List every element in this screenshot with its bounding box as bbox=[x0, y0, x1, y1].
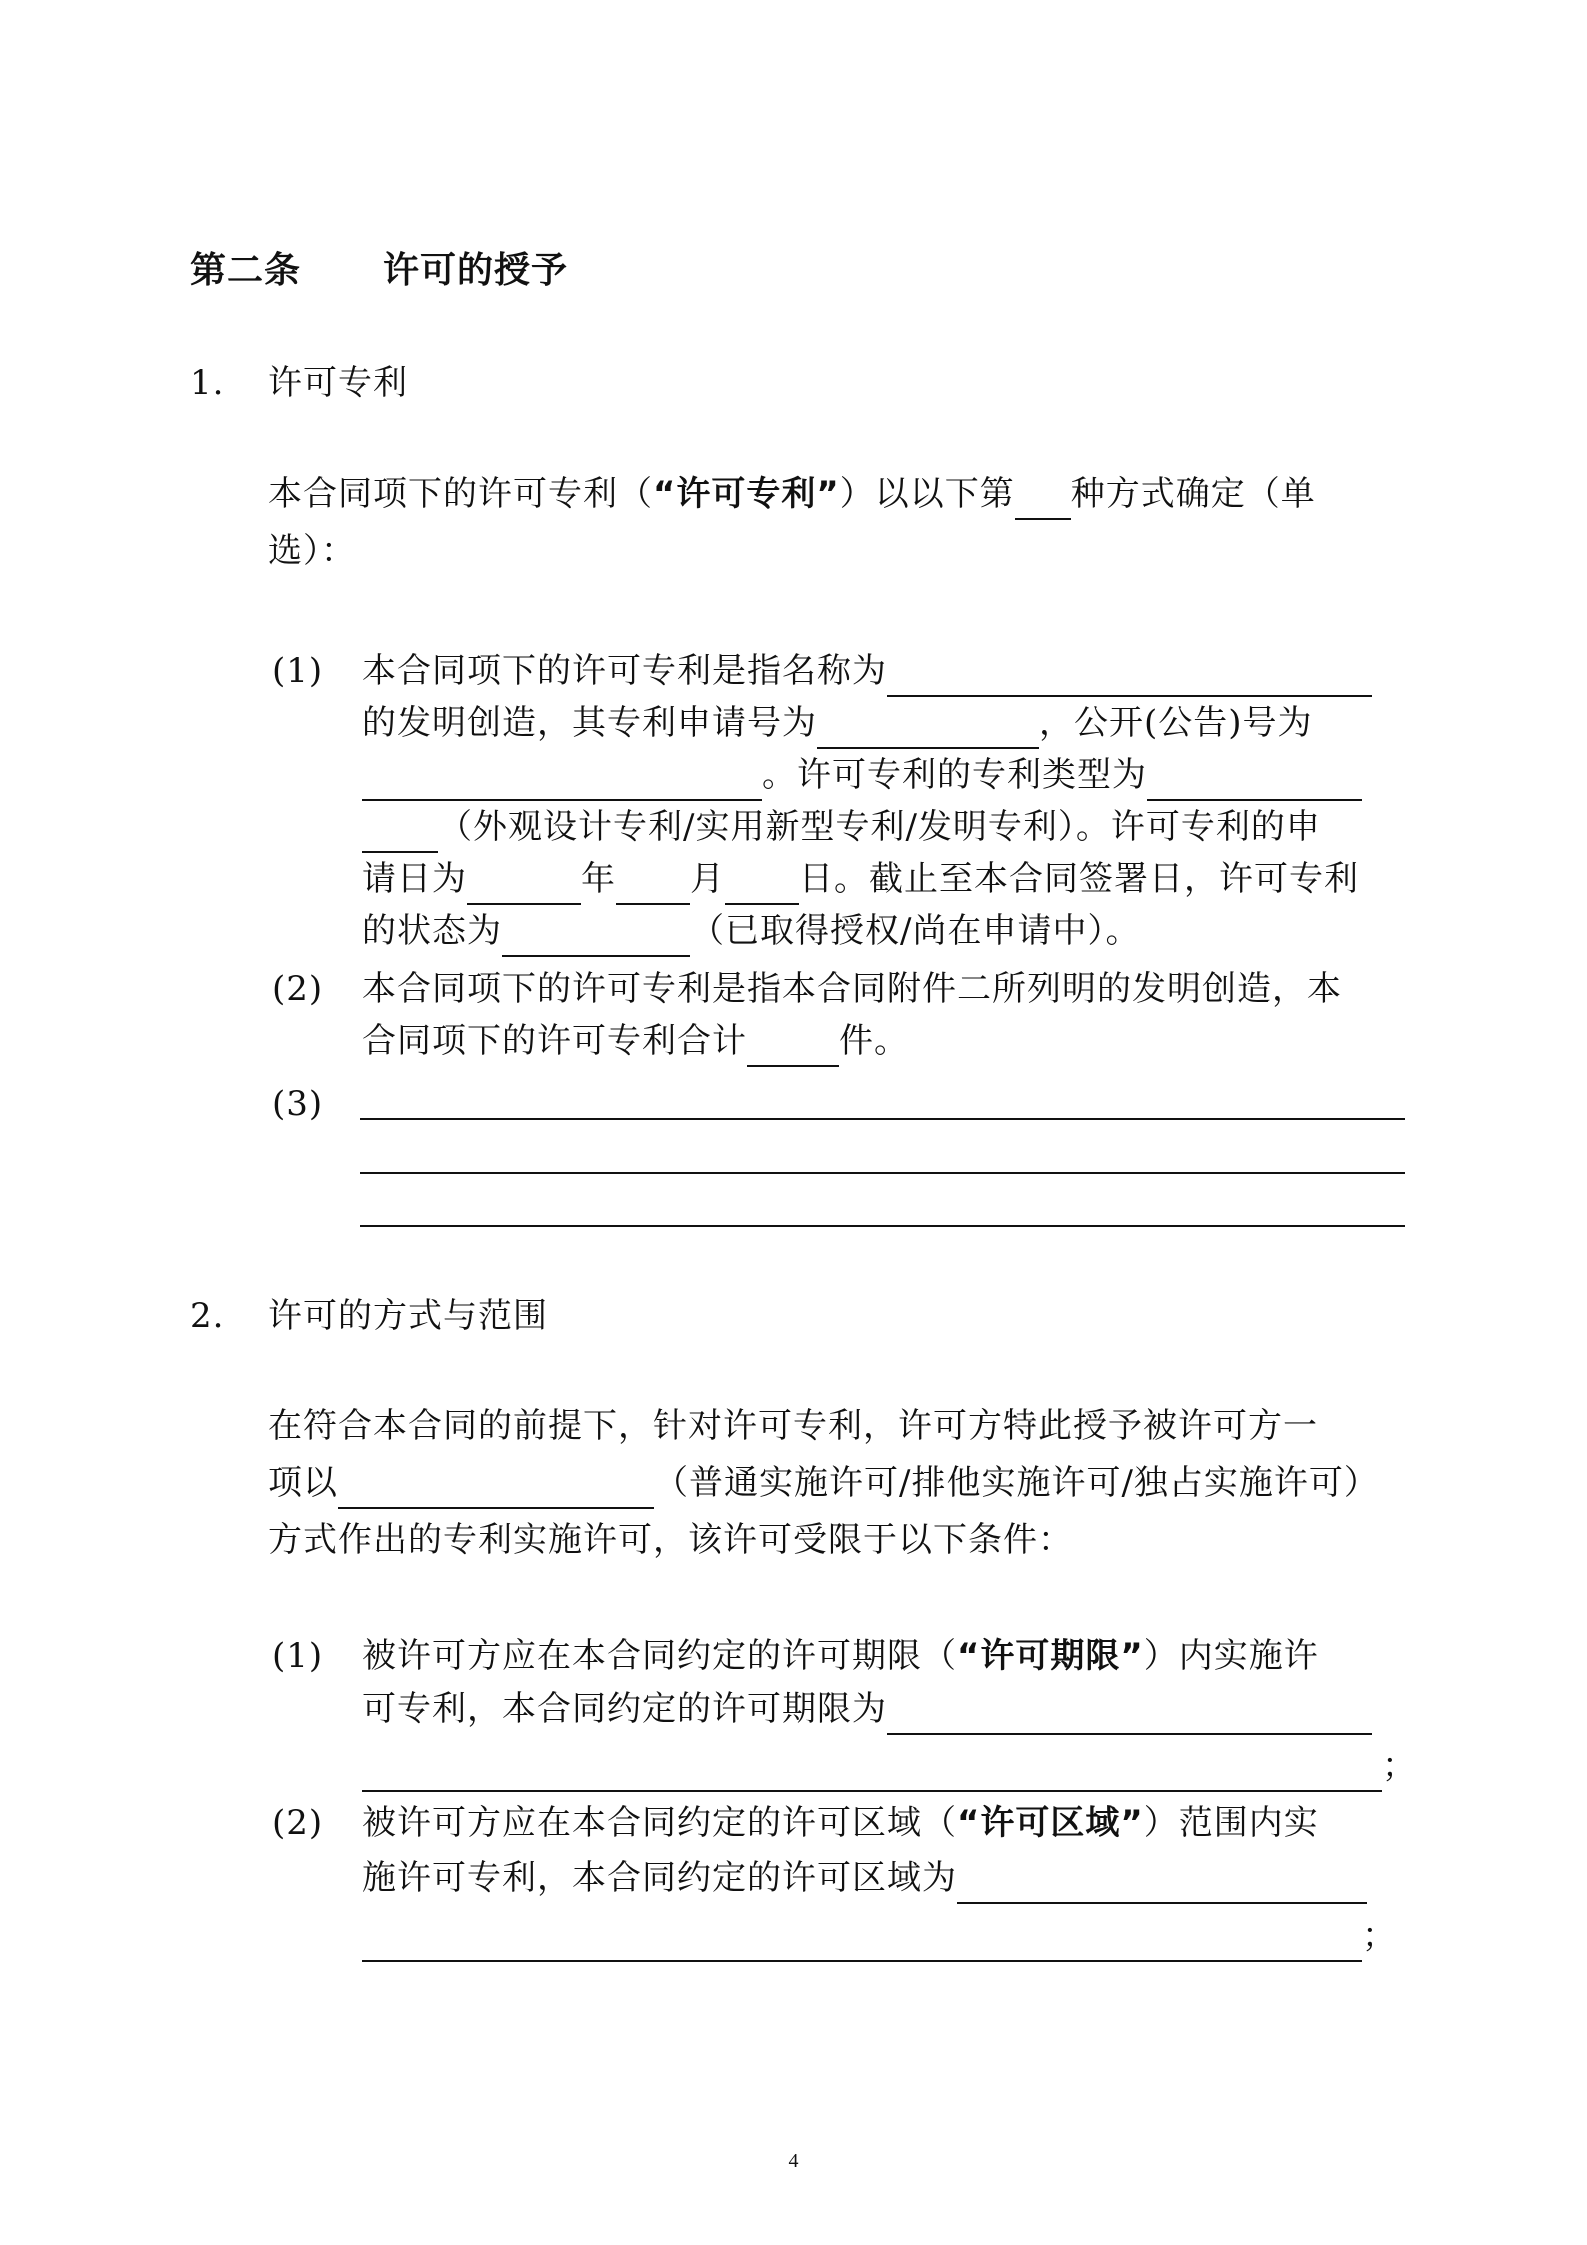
patent-type-blank-continued[interactable] bbox=[362, 811, 438, 853]
application-number-blank[interactable] bbox=[817, 707, 1039, 749]
item-2-1-line-2 bbox=[362, 1683, 1372, 1735]
item-1-1-text: 的发明创造，其专利申请号为 bbox=[362, 703, 817, 743]
section-2-title: 许可的方式与范围 bbox=[268, 1296, 548, 1336]
item-2-1-number: (1) bbox=[272, 1636, 324, 1676]
item-2-1-text: 被许可方应在本合同约定的许可期限（ bbox=[362, 1636, 957, 1676]
item-1-1-line-5 bbox=[362, 853, 1359, 905]
section-2-para-line-1: 在符合本合同的前提下，针对许可专利，许可方特此授予被许可方一 bbox=[268, 1406, 1318, 1446]
section-1-number: 1. bbox=[190, 363, 225, 403]
filing-year-blank[interactable] bbox=[467, 863, 581, 905]
item-2-2-line-1 bbox=[362, 1797, 1319, 1849]
intro-text-d: 选）： bbox=[268, 531, 356, 571]
item-1-1-text: 日。截止至本合同签署日，许可专利 bbox=[799, 859, 1359, 899]
license-term-blank[interactable] bbox=[887, 1693, 1372, 1735]
patent-status-blank[interactable] bbox=[502, 915, 690, 957]
item-2-2-number: (2) bbox=[272, 1803, 324, 1843]
filing-month-blank[interactable] bbox=[616, 863, 690, 905]
patent-type-blank[interactable] bbox=[1147, 759, 1362, 801]
article-number: 第二条 bbox=[190, 250, 302, 291]
article-title: 许可的授予 bbox=[383, 250, 569, 291]
item-1-2-text: 件。 bbox=[839, 1021, 909, 1061]
item-1-1-line-2 bbox=[362, 697, 1313, 749]
item-1-3-number: (3) bbox=[272, 1084, 324, 1124]
item-2-2-text: 被许可方应在本合同约定的许可区域（ bbox=[362, 1803, 957, 1843]
item-1-1-text: 请日为 bbox=[362, 859, 467, 899]
item-1-2-line-1: 本合同项下的许可专利是指本合同附件二所列明的发明创造，本 bbox=[362, 969, 1342, 1009]
license-region-blank[interactable] bbox=[957, 1862, 1367, 1904]
intro-text-c: 种方式确定（单 bbox=[1070, 474, 1316, 514]
item-1-1-text: ，公开(公告)号为 bbox=[1039, 703, 1313, 743]
item-1-1-line-1 bbox=[362, 645, 1372, 697]
item-2-1-line-3 bbox=[362, 1740, 1417, 1792]
item-1-2-text: 合同项下的许可专利合计 bbox=[362, 1021, 747, 1061]
item-2-2-line-3 bbox=[362, 1910, 1397, 1962]
item-1-3-blank-line-3[interactable] bbox=[360, 1225, 1405, 1227]
item-2-2-defined-term: “许可区域” bbox=[957, 1803, 1144, 1843]
item-1-1-text: 月 bbox=[690, 859, 725, 899]
section-1-title: 许可专利 bbox=[268, 363, 408, 403]
item-1-1-text: 本合同项下的许可专利是指名称为 bbox=[362, 651, 887, 691]
intro-text-b: ）以以下第 bbox=[839, 474, 1015, 514]
item-1-1-line-3 bbox=[362, 749, 1362, 801]
license-term-blank-continued[interactable] bbox=[362, 1750, 1382, 1792]
item-1-1-line-4 bbox=[362, 801, 1321, 853]
item-2-1-text: 可专利，本合同约定的许可期限为 bbox=[362, 1689, 887, 1729]
item-1-2-line-2 bbox=[362, 1015, 909, 1067]
item-1-3-blank-line-1[interactable] bbox=[360, 1118, 1405, 1120]
item-2-2-line-2 bbox=[362, 1852, 1367, 1904]
item-1-1-text: 年 bbox=[581, 859, 616, 899]
item-2-2-text: 施许可专利，本合同约定的许可区域为 bbox=[362, 1858, 957, 1898]
item-1-1-text: 。许可专利的专利类型为 bbox=[762, 755, 1147, 795]
item-2-2-end-mark: ； bbox=[1362, 1916, 1397, 1956]
license-type-blank[interactable] bbox=[338, 1467, 654, 1509]
item-2-2-text: ）范围内实 bbox=[1143, 1803, 1319, 1843]
item-1-1-line-6 bbox=[362, 905, 1140, 957]
section-2-text: 项以 bbox=[268, 1463, 338, 1503]
publication-number-blank[interactable] bbox=[362, 759, 762, 801]
patent-count-blank[interactable] bbox=[747, 1025, 839, 1067]
item-1-3-blank-line-2[interactable] bbox=[360, 1172, 1405, 1174]
item-2-1-defined-term: “许可期限” bbox=[957, 1636, 1144, 1676]
item-1-1-text: （已取得授权/尚在申请中）。 bbox=[690, 911, 1141, 951]
item-2-1-end-mark: ； bbox=[1382, 1746, 1417, 1786]
item-1-1-number: (1) bbox=[272, 651, 324, 691]
item-1-1-text: （外观设计专利/实用新型专利/发明专利）。许可专利的申 bbox=[438, 807, 1321, 847]
section-2-text: （普通实施许可/排他实施许可/独占实施许可） bbox=[654, 1463, 1379, 1503]
section-2-number: 2. bbox=[190, 1296, 225, 1336]
section-2-para-line-3: 方式作出的专利实施许可，该许可受限于以下条件： bbox=[268, 1520, 1073, 1560]
intro-defined-term: “许可专利” bbox=[653, 474, 840, 514]
page-number: 4 bbox=[788, 2150, 799, 2172]
patent-name-blank[interactable] bbox=[887, 655, 1372, 697]
item-1-1-text: 的状态为 bbox=[362, 911, 502, 951]
section-2-para-line-2 bbox=[268, 1457, 1379, 1509]
item-2-1-line-1 bbox=[362, 1630, 1319, 1682]
intro-text-a: 本合同项下的许可专利（ bbox=[268, 474, 653, 514]
item-2-1-text: ）内实施许 bbox=[1143, 1636, 1319, 1676]
filing-day-blank[interactable] bbox=[725, 863, 799, 905]
section-1-intro-line-1 bbox=[268, 468, 1316, 520]
item-1-2-number: (2) bbox=[272, 969, 324, 1009]
method-number-blank[interactable] bbox=[1015, 478, 1071, 520]
license-region-blank-continued[interactable] bbox=[362, 1920, 1362, 1962]
